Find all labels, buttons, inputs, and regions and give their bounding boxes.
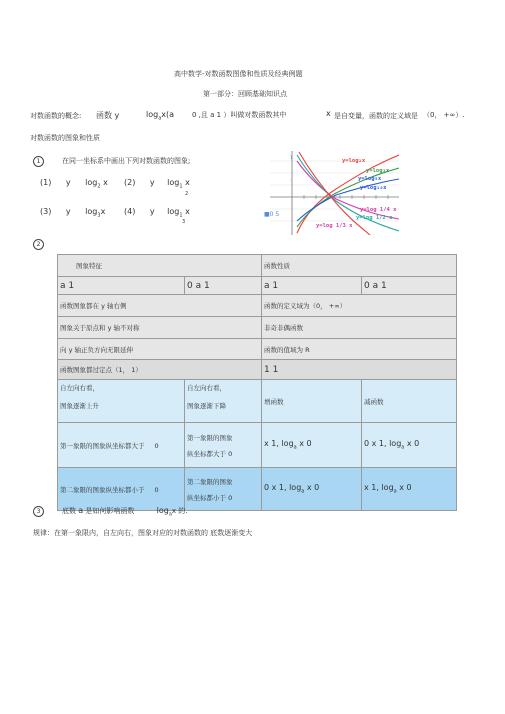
page-title: 高中数学-对数函数图像和性质及经典例题 [174,70,303,78]
table-q1-row [58,423,457,468]
table-row [58,317,457,339]
table-row [58,295,457,317]
concept-log: $\log_ax(a$ [146,110,175,122]
graph-axis-label: ■0 5 [264,211,280,218]
header-properties: 函数性质 [262,255,457,277]
concept-x: x [326,109,331,118]
cond-cell: 0 a 1 [185,277,262,295]
rule-text: 规律：在第一象限内，自左向右，图象对应的对数函数的 底数逐渐变大 [33,529,253,537]
mono-cell-2: 自左向右看， 图象逐渐下降 [185,380,262,423]
item-number-3: 3 [33,506,44,517]
mono-cell-4: 减函数 [362,380,457,423]
mono-cell-1: 自左向右看， 图象逐渐上升 [58,380,185,423]
row-left: 向 y 轴正负方向无限延伸 [58,339,262,360]
q1-cell-3: x 1, $\log_a x$ 0 [262,423,362,468]
function-1: (1) y $\log_2 x$ [40,178,108,190]
function-4: (4) y $\log_1 x$ [124,207,190,219]
table-row [58,360,457,380]
item-number-2: 2 [33,239,44,250]
graph-label-log2: y=log₂x [342,158,366,164]
svg-text:1: 1 [290,155,293,160]
mono-cell-3: 增函数 [262,380,362,423]
concept-func: 函数 y [96,111,120,120]
concept-rest: 是自变量，函数的定义域是 [334,112,418,120]
row-left: 函数图象都过定点（1， 1） [58,360,262,380]
log-graph-svg [270,151,399,235]
function-4-base2: 3 [182,219,186,225]
row-right: 函数的定义域为（0， +∞） [262,295,457,317]
q2-cell-2: 第二象限的图象 纵坐标都小于 0 [185,468,262,511]
q1-cell-4: 0 x 1, $\log_a x$ 0 [362,423,457,468]
table-header-row [58,255,457,277]
graph-label-log14: y=log 1/4 x [360,207,397,213]
function-3: (3) y $\log_3x$ [40,207,106,219]
q1-cell-1: 第一象限的图象纵坐标都大于 0 [58,423,185,468]
cond-cell: a 1 [262,277,362,295]
q1-cell-2: 第一象限的图象 纵坐标都大于 0 [185,423,262,468]
item1-text: 在同一坐标系中画出下列对数函数的图象; [62,157,191,165]
table-row [58,339,457,360]
item-number-1: 1 [33,156,44,167]
table-cond-row [58,277,457,295]
row-right: 1 1 [262,360,457,380]
log-graph [270,151,399,235]
row-right: 非奇非偶函数 [262,317,457,339]
concept-cond: 0 ,且 a 1 ）叫做对数函数其中 [192,111,287,119]
header-features: 图象特征 [58,255,262,277]
q2-cell-1: 第二象限的图象纵坐标都小于 0 [58,468,185,511]
concept-label: 对数函数的概念: [30,112,82,120]
cond-cell: 0 a 1 [362,277,457,295]
graph-intro: 对数函数的图象和性质 [30,134,100,142]
row-right: 函数的值域为 R [262,339,457,360]
graph-label-log5: y=log₅x [358,176,382,182]
section-heading: 第一部分：回顾基础知识点 [203,90,287,98]
item3-line: 底数 a 是如何影响函数 $\log_ax$ 的. [62,506,188,518]
row-left: 函数图象都在 y 轴右侧 [58,295,262,317]
svg-text:·: · [290,177,292,182]
graph-label-log13: y=log 1/3 x [316,223,353,229]
concept-domain: （0， +∞）. [423,111,465,119]
q2-cell-4: x 1, $\log_a x$ 0 [362,468,457,511]
table-mono-row [58,380,457,423]
properties-table [57,254,457,511]
row-left: 图象关于原点和 y 轴不对称 [58,317,262,339]
function-2-base2: 2 [185,191,189,197]
function-2: (2) y $\log_1 x$ [124,178,190,190]
graph-label-log12: y=log 1/2 x [356,215,393,221]
cond-cell: a 1 [58,277,185,295]
graph-label-log10: y=log₁₀x [360,185,387,191]
table-q2-row [58,468,457,511]
q2-cell-3: 0 x 1, $\log_a x$ 0 [262,468,362,511]
graph-label-log3: y=log₃x [366,168,390,174]
